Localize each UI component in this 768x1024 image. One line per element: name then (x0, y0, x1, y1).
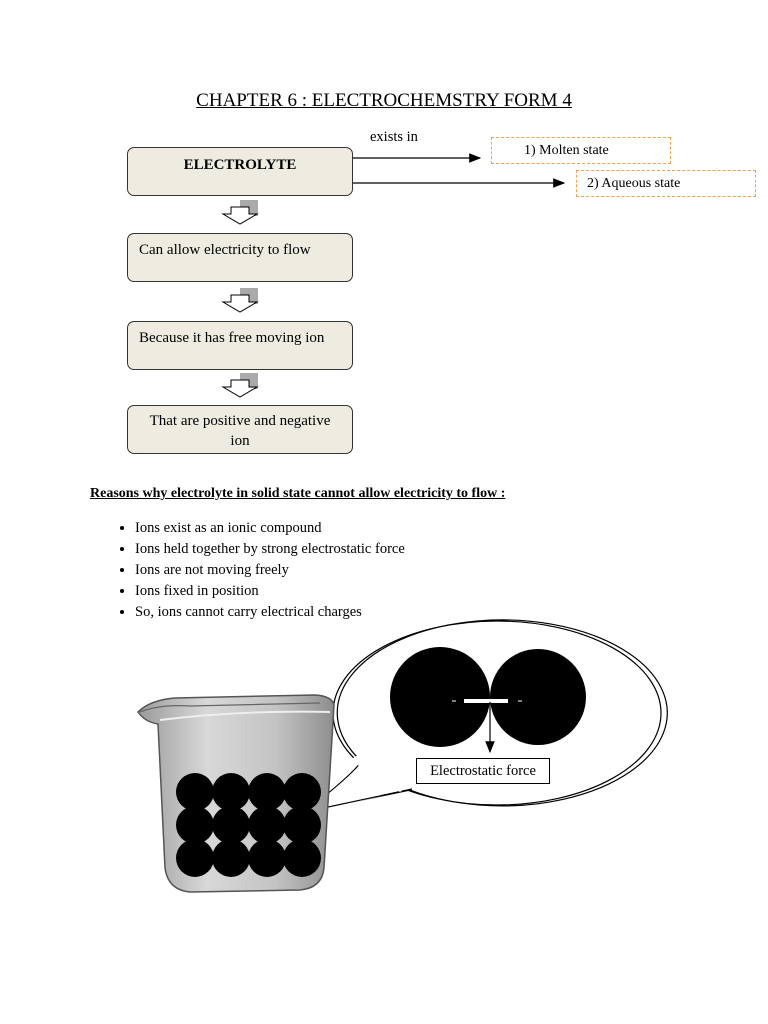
step-box (127, 233, 353, 282)
force-bar (464, 699, 508, 703)
electrolyte-label: ELECTROLYTE (183, 157, 297, 173)
list-item: • So, ions cannot carry electrical charges (135, 602, 405, 623)
aqueous-state-label: 2) Aqueous state (587, 176, 681, 191)
step-label: Because it has free moving ion (139, 330, 325, 346)
molten-state-label: 1) Molten state (524, 143, 609, 158)
list-item: • Ions fixed in position (135, 581, 405, 602)
reasons-list (95, 518, 405, 623)
molten-state-box (491, 137, 671, 164)
step-box (127, 321, 353, 370)
electrolyte-box (127, 147, 353, 196)
down-arrow-icon (223, 373, 258, 397)
ion (490, 649, 586, 745)
step-box (127, 405, 353, 454)
list-item: • Ions exist as an ionic compound (135, 518, 405, 539)
ion (390, 647, 490, 747)
step-label: Can allow electricity to flow (139, 242, 311, 258)
list-item: • Ions held together by strong electrostatic force (135, 539, 405, 560)
reasons-heading: Reasons why electrolyte in solid state cannot allow electricity to flow : (90, 486, 506, 501)
page-title: CHAPTER 6 : ELECTROCHEMSTRY FORM 4 (196, 90, 572, 111)
down-arrow-icon (223, 288, 258, 312)
exists-in-label: exists in (370, 129, 418, 145)
down-arrow-icon (223, 200, 258, 224)
ion-lattice (176, 773, 321, 877)
electrostatic-force-label: Electrostatic force (416, 758, 550, 784)
step-label: That are positive and negative ion (149, 413, 331, 449)
list-item: • Ions are not moving freely (135, 560, 405, 581)
aqueous-state-box (576, 170, 756, 197)
